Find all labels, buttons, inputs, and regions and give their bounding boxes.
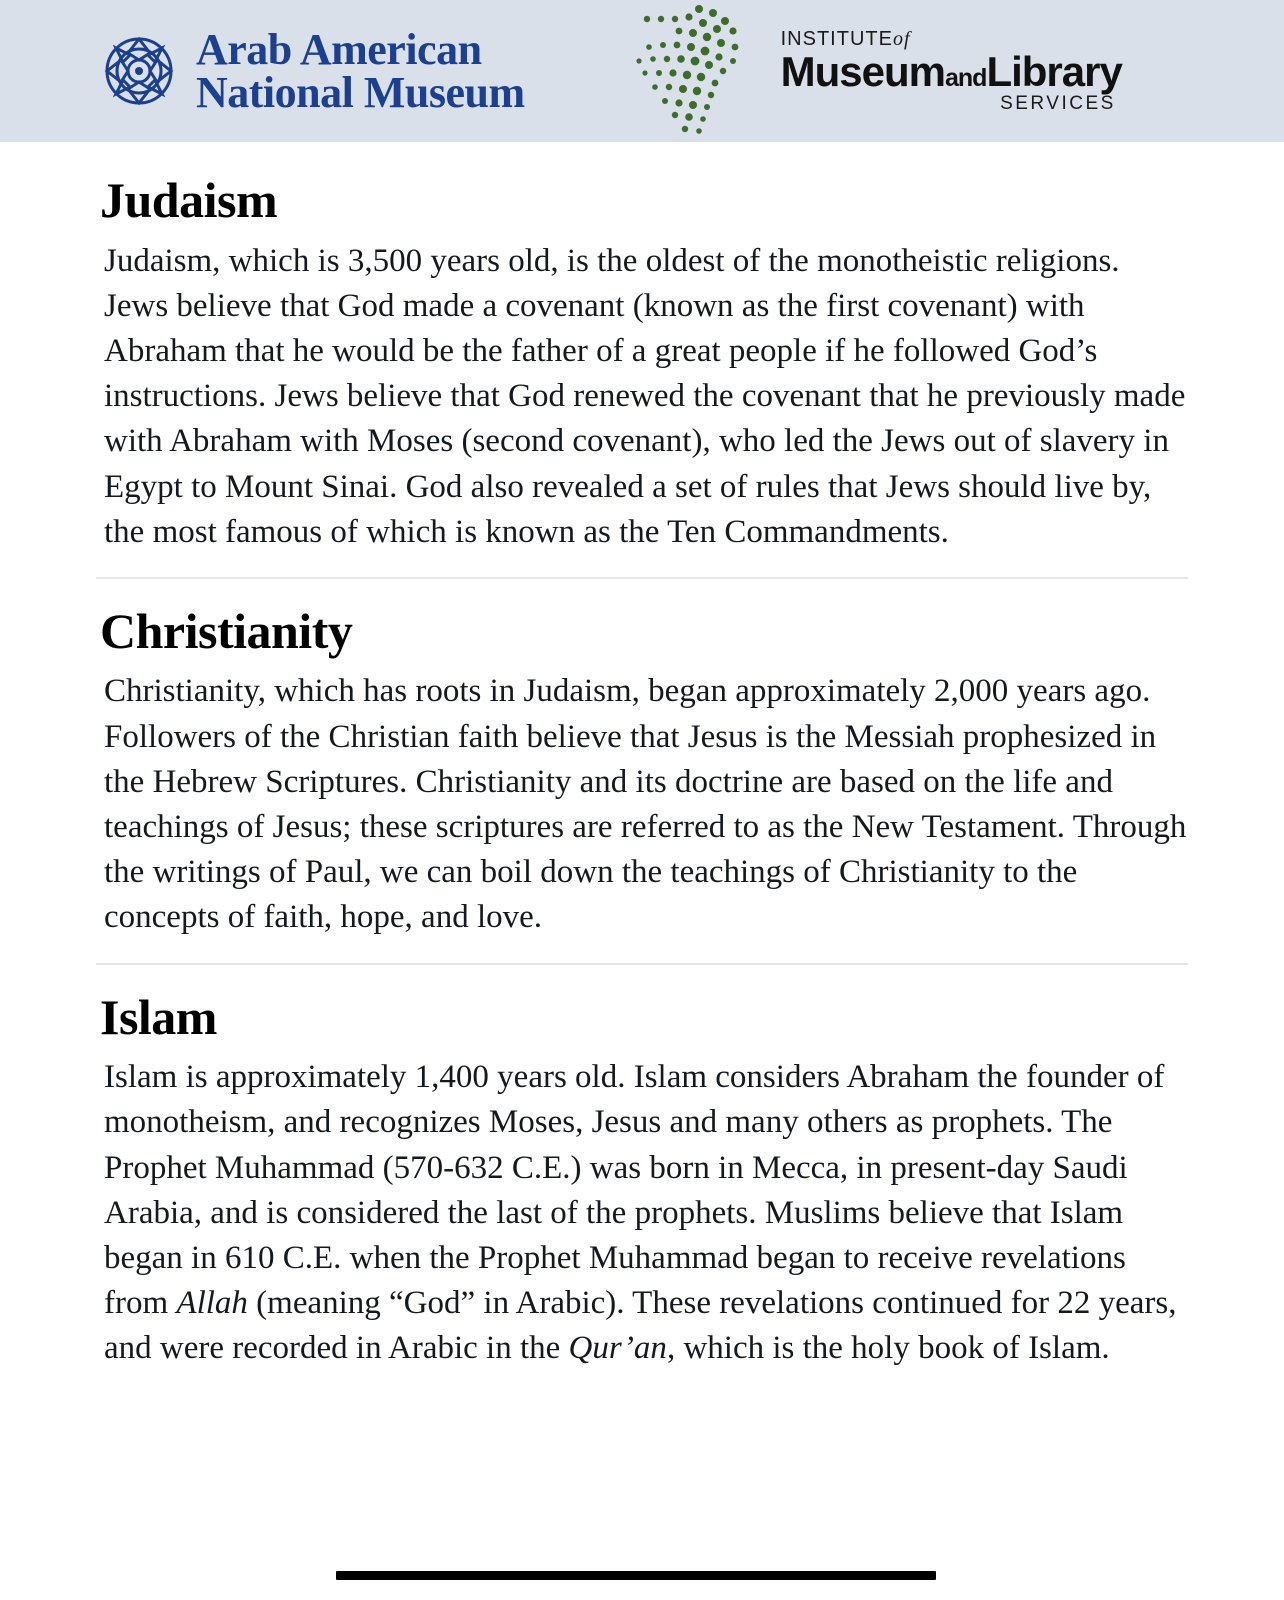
islam-text-part-2: (meaning “God” in Arabic). These revelations continued for 22 years, and were recorded in Arabic in the bbox=[104, 1285, 1177, 1367]
imls-line-institute-of bbox=[781, 29, 1122, 49]
museum-wordmark bbox=[196, 24, 525, 117]
arab-american-national-museum-logo bbox=[96, 24, 525, 117]
section-islam bbox=[96, 965, 1188, 1394]
imls-library-text: Library bbox=[986, 48, 1122, 95]
imls-institute-text: INSTITUTE bbox=[780, 28, 893, 50]
imls-of-text: of bbox=[892, 28, 911, 50]
imls-logo bbox=[629, 1, 1122, 141]
section-christianity bbox=[96, 579, 1188, 965]
imls-line-museum-and-library bbox=[780, 48, 1122, 95]
header-banner bbox=[0, 0, 1284, 142]
imls-line-services: SERVICES bbox=[1000, 93, 1116, 114]
museum-wordmark-line1: Arab American bbox=[196, 24, 482, 74]
section-title-christianity: Christianity bbox=[100, 602, 353, 659]
section-title-judaism: Judaism bbox=[100, 172, 278, 228]
section-body-judaism: Judaism, which is 3,500 years old, is the oldest of the monotheistic religions. Jews believe that God made a covenant (known as the first covenant) with Abraham that he would be the father of a great people if he followed God’s instructions. Jews believe that God renewed the covenant that he previously made with Abraham with Moses (second covenant), who led the Jews out of slavery in Egypt to Mount Sinai. God also revealed a set of rules that Jews should live by, the most famous of which is known as the Ten Commandments. bbox=[104, 242, 1186, 550]
islam-term-quran: Qur’an bbox=[568, 1330, 667, 1367]
section-body-christianity: Christianity, which has roots in Judaism, began approximately 2,000 years ago. Followers of the Christian faith believe that Jesus is the Messiah prophesized in the Hebrew Scriptures. Christianity and its doctrine are based on the life and teachings of Jesus; these scriptures are referred to as the New Testament. Through the writings of Paul, we can boil down the teachings of Christianity to the concepts of faith, hope, and love. bbox=[104, 673, 1187, 936]
bottom-black-bar bbox=[336, 1571, 936, 1580]
imls-wordmark bbox=[781, 29, 1122, 113]
section-title-islam: Islam bbox=[100, 988, 217, 1045]
museum-wordmark-line2: National Museum bbox=[196, 68, 525, 117]
imls-and-text: and bbox=[944, 64, 987, 92]
islam-term-allah: Allah bbox=[176, 1285, 248, 1322]
islam-text-part-3: , which is the holy book of Islam. bbox=[666, 1330, 1110, 1367]
islam-text-part-1: Islam is approximately 1,400 years old. Islam considers Abraham the founder of monotheism, and recognizes Moses, Jesus and many others as prophets. The Prophet Muhammad (570-632 C.E.) was born in Mecca, in present-day Saudi Arabia, and is considered the last of the prophets. Muslims believe that Islam began in 610 C.E. when the Prophet Muhammad began to receive revelations from bbox=[104, 1059, 1165, 1322]
document-content bbox=[0, 148, 1284, 1394]
imls-museum-text: Museum bbox=[780, 48, 945, 95]
section-judaism bbox=[96, 148, 1188, 579]
arabesque-rosette-icon bbox=[96, 28, 182, 114]
section-body-islam bbox=[104, 1055, 1188, 1371]
imls-dot-burst-icon bbox=[629, 1, 779, 141]
